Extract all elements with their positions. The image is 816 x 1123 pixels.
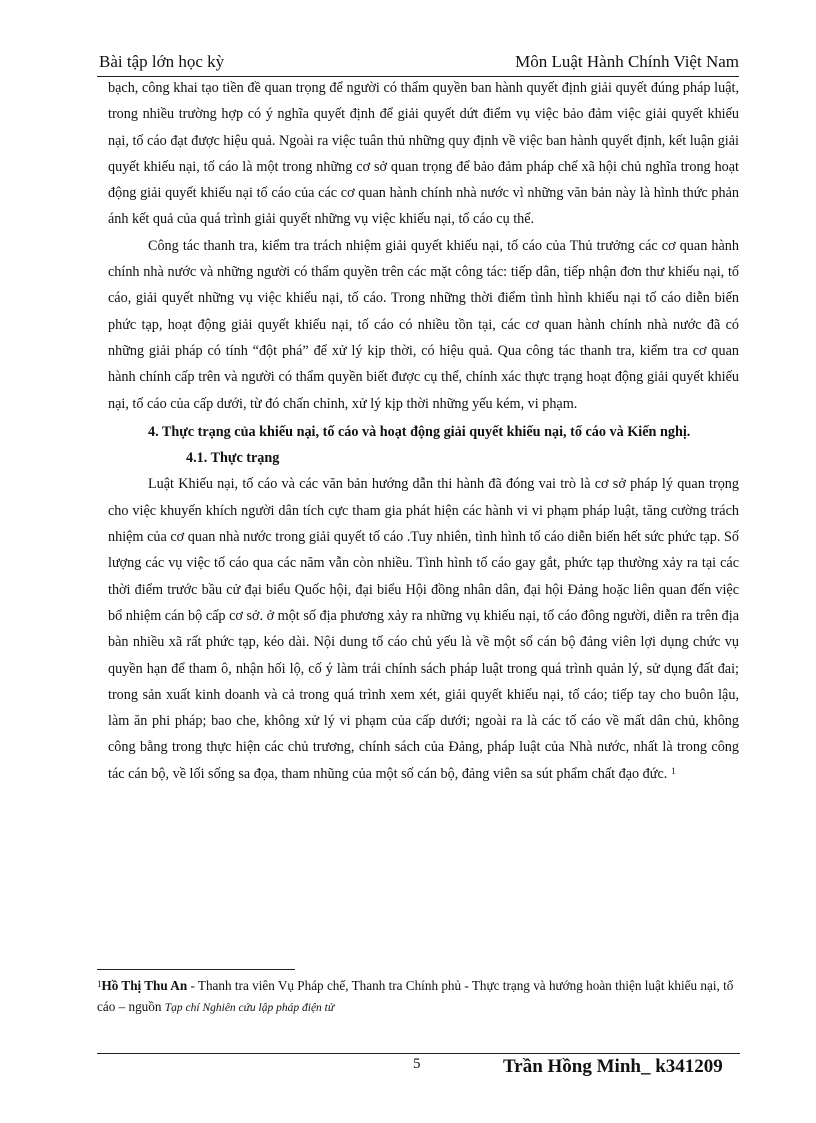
page-number: 5	[413, 1056, 421, 1072]
document-body	[108, 75, 739, 787]
footer-rule	[97, 1053, 740, 1054]
footnote-reference[interactable]: 1	[671, 765, 676, 776]
footnote-author: Hồ Thị Thu An	[101, 978, 188, 993]
paragraph-continuation: bạch, công khai tạo tiền đề quan trọng để người có thẩm quyền ban hành quyết định giải quyết đúng pháp luật, trong nhiều trường hợp có ý nghĩa quyết định để giải quyết dứt điểm vụ việc bảo đảm việc giải quyết khiếu nại, tố cáo đạt được hiệu quả. Ngoài ra việc tuân thủ những quy định về việc ban hành quyết định, kết luận giải quyết khiếu nại, tố cáo là một trong những cơ sở quan trọng để bảo đảm pháp chế xã hội chủ nghĩa trong hoạt động giải quyết khiếu nại tố cáo của các cơ quan hành chính nhà nước vì những văn bản này là hình thức phản ánh kết quả của quá trình giải quyết những vụ việc khiếu nại, tố cáo cụ thể.	[108, 80, 739, 228]
footnote-text: - Thanh tra viên Vụ Pháp chế, Thanh tra Chính phủ - Thực trạng và hướng hoàn thiện luật khiếu nại, tố cáo – nguồn	[97, 978, 734, 1014]
footnote-separator	[97, 969, 295, 970]
footnote-source: Tạp chí Nghiên cứu lập pháp điện tử	[164, 1002, 335, 1014]
footnote-marker: 1	[97, 979, 102, 989]
page-header	[97, 46, 739, 77]
footer-author: Trần Hồng Minh_ k341209	[503, 1056, 723, 1077]
header-subject-title: Môn Luật Hành Chính Việt Nam	[515, 52, 739, 71]
footnote	[97, 976, 737, 1018]
paragraph-current-situation	[108, 471, 739, 787]
paragraph-inspection: Công tác thanh tra, kiểm tra trách nhiệm giải quyết khiếu nại, tố cáo của Thủ trưởng các cơ quan hành chính nhà nước và những người có thẩm quyền trên các mặt công tác: tiếp dân, tiếp nhận đơn thư khiếu nại, tố cáo, giải quyết những vụ việc khiếu nại, tố cáo. Trong những thời điểm tình hình khiếu nại tố cáo diễn biến phức tạp, hoạt động giải quyết khiếu nại, tố cáo có nhiều tồn tại, các cơ quan hành chính nhà nước đã có những giải pháp có tính “đột phá” để xử lý kịp thời, có hiệu quả. Qua công tác thanh tra, kiểm tra cơ quan hành chính cấp trên và người có thẩm quyền biết được cụ thể, chính xác thực trạng hoạt động giải quyết khiếu nại, tố cáo của cấp dưới, từ đó chấn chỉnh, xử lý kịp thời những yếu kém, vi phạm.	[108, 237, 739, 412]
paragraph-current-situation-text: Luật Khiếu nại, tố cáo và các văn bản hướng dẫn thi hành đã đóng vai trò là cơ sở pháp lý quan trọng cho việc khuyến khích người dân tích cực tham gia phát hiện các hành vi vi phạm pháp luật, tăng cường trách nhiệm của cơ quan nhà nước trong giải quyết tố cáo .Tuy nhiên, tình hình tố cáo diễn biến hết sức phức tạp. Số lượng các vụ việc tố cáo qua các năm vẫn còn nhiều. Tình hình tố cáo gay gắt, phức tạp thường xảy ra tại các thời điểm trước bầu cử đại biểu Quốc hội, đại biểu Hội đồng nhân dân, đại hội Đảng hoặc liên quan đến việc bổ nhiệm cán bộ cấp cơ sở. ở một số địa phương xảy ra những vụ khiếu nại, tố cáo đông người, diễn ra trên địa bàn nhiều xã rất phức tạp, kéo dài. Nội dung tố cáo chủ yếu là về một số cán bộ đảng viên lợi dụng chức vụ quyền hạn để tham ô, nhận hối lộ, cố ý làm trái chính sách pháp luật trong quá trình quản lý, sử dụng đất đai; trong sản xuất kinh doanh và cả trong quá trình xem xét, giải quyết khiếu nại, tố cáo; tiếp tay cho buôn lậu, làm ăn phi pháp; bao che, không xử lý vi phạm của cấp dưới; ngoài ra là các tố cáo về mất dân chủ, không công bằng trong thực hiện các chủ trương, chính sách của Đảng, pháp luật của Nhà nước, nhất là trong công tác cán bộ, về lối sống sa đọa, tham nhũng của một số cán bộ, đảng viên sa sút phẩm chất đạo đức.	[108, 476, 739, 782]
section-heading-4: 4. Thực trạng của khiếu nại, tố cáo và hoạt động giải quyết khiếu nại, tố cáo và Kiến nghị.	[148, 423, 691, 440]
subsection-heading-4-1: 4.1. Thực trạng	[186, 450, 280, 467]
header-course-title: Bài tập lớn học kỳ	[99, 52, 225, 71]
